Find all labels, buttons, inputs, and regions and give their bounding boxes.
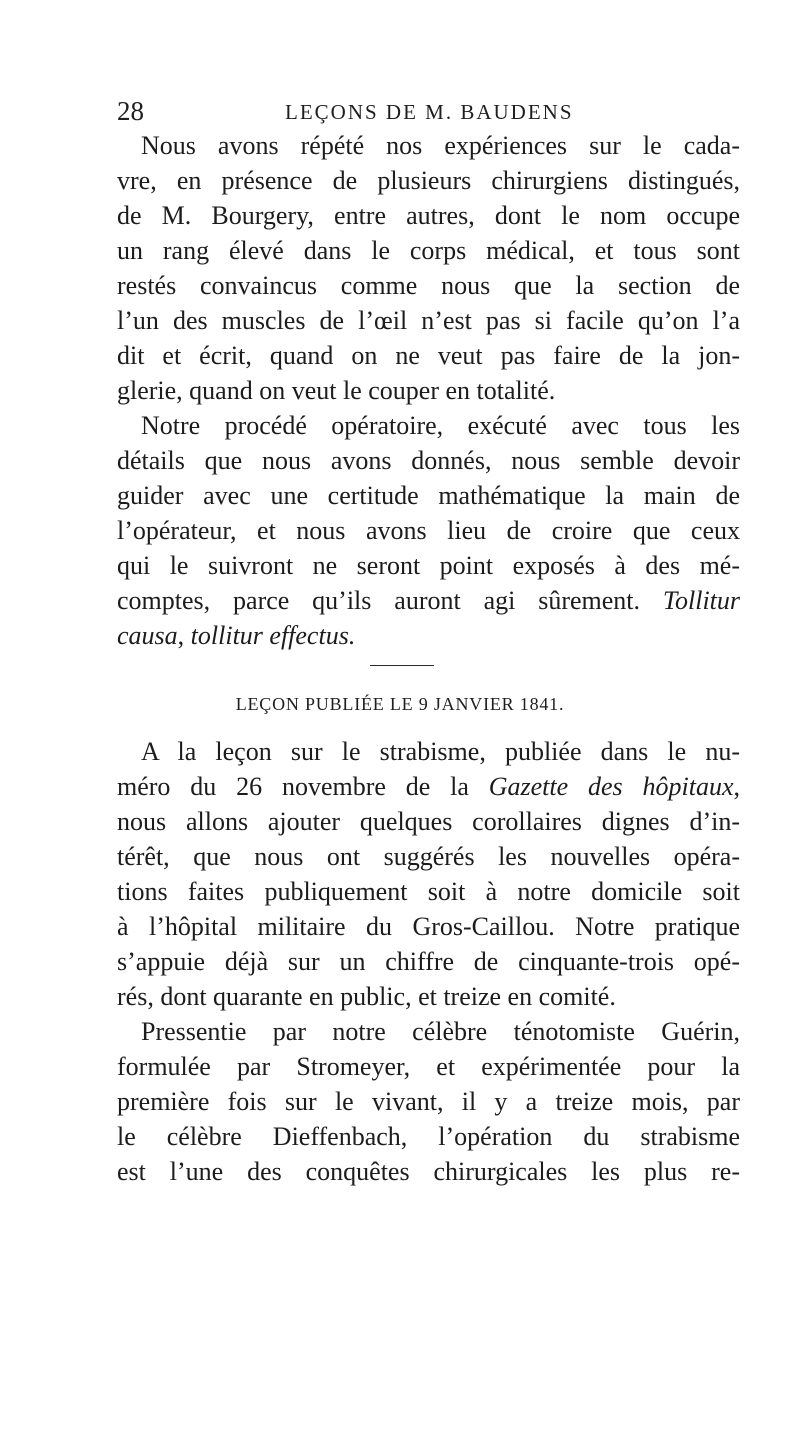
- text-line: [117, 618, 740, 653]
- running-head: LEÇONS DE M. BAUDENS: [285, 100, 574, 124]
- text-line: l’un des muscles de l’œil n’est pas si facile qu’on l’a: [117, 306, 740, 335]
- text-segment: ,: [177, 621, 191, 650]
- text-line: un rang élevé dans le corps médical, et tous sont: [117, 236, 740, 265]
- text-line: le célèbre Dieffenbach, l’opération du strabisme: [117, 1122, 740, 1151]
- text-line: formulée par Stromeyer, et expérimentée pour la: [117, 1052, 740, 1081]
- section-divider: [370, 665, 434, 666]
- text-line: nous allons ajouter quelques corollaires dignes d’in-: [117, 807, 740, 836]
- text-line: de M. Bourgery, entre autres, dont le nom occupe: [117, 201, 740, 230]
- page-header: [117, 96, 737, 130]
- text-line: détails que nous avons donnés, nous semble devoir: [117, 446, 740, 475]
- text-line: Notre procédé opératoire, exécuté avec tous les: [141, 411, 740, 440]
- body-text-top: [117, 128, 740, 653]
- text-line: [117, 583, 740, 618]
- text-line: l’opérateur, et nous avons lieu de croire que ceux: [117, 516, 740, 545]
- text-segment: méro du 26 novembre de la: [117, 772, 489, 801]
- text-line: vre, en présence de plusieurs chirurgiens distingués,: [117, 166, 740, 195]
- text-line: à l’hôpital militaire du Gros-Caillou. Notre pratique: [117, 912, 740, 941]
- text-line: dit et écrit, quand on ne veut pas faire de la jon-: [117, 341, 740, 370]
- section-heading: LEÇON PUBLIÉE LE 9 JANVIER 1841.: [235, 694, 565, 714]
- text-segment: ,: [733, 772, 741, 801]
- text-line: glerie, quand on veut le couper en totalité.: [117, 376, 556, 405]
- text-line: tions faites publiquement soit à notre domicile soit: [117, 877, 740, 906]
- text-line: [117, 769, 740, 804]
- text-line: Pressentie par notre célèbre ténotomiste Guérin,: [141, 1017, 740, 1046]
- text-line: A la leçon sur le strabisme, publiée dans le nu-: [141, 737, 740, 766]
- latin-phrase: causa: [117, 621, 178, 650]
- text-line: est l’une des conquêtes chirurgicales les plus re-: [117, 1157, 740, 1186]
- body-text-bottom: [117, 734, 740, 1189]
- text-line: restés convaincus comme nous que la section de: [117, 271, 740, 300]
- text-line: rés, dont quarante en public, et treize en comité.: [117, 982, 616, 1011]
- text-segment: comptes, parce qu’ils auront agi sûrement.: [117, 586, 641, 615]
- latin-phrase: Tollitur: [662, 586, 741, 615]
- latin-phrase: tollitur effectus.: [190, 621, 356, 650]
- text-line: guider avec une certitude mathématique la main de: [117, 481, 740, 510]
- text-line: première fois sur le vivant, il y a treize mois, par: [117, 1087, 740, 1116]
- text-line: Nous avons répété nos expériences sur le cada-: [141, 131, 740, 160]
- page-number: 28: [117, 96, 144, 126]
- text-line: térêt, que nous ont suggérés les nouvelles opéra-: [117, 842, 740, 871]
- text-line: s’appuie déjà sur un chiffre de cinquante-trois opé-: [117, 947, 740, 976]
- journal-title: Gazette des hôpitaux: [488, 772, 734, 801]
- text-line: qui le suivront ne seront point exposés à des mé-: [117, 551, 740, 580]
